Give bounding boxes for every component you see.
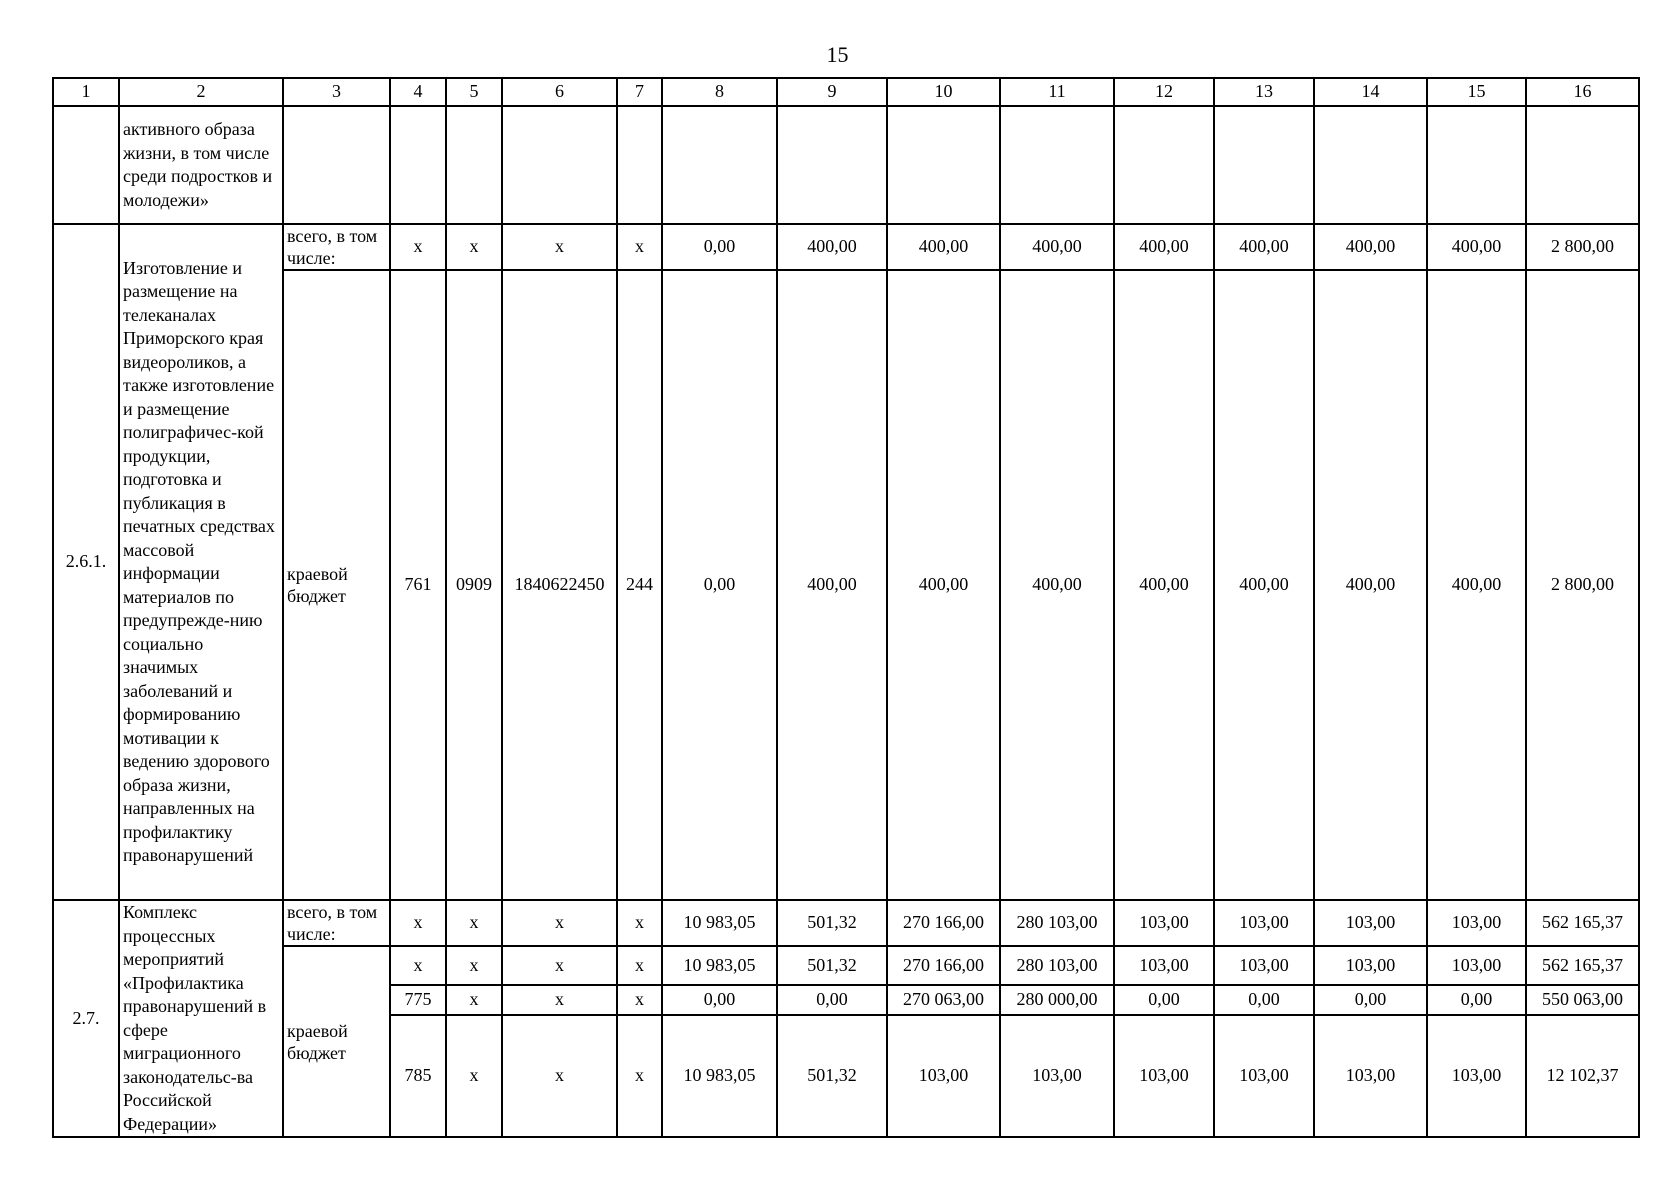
- code-cell: x: [446, 900, 502, 946]
- code-cell: x: [502, 1015, 617, 1137]
- code-cell: x: [502, 985, 617, 1015]
- column-number: 5: [446, 78, 502, 106]
- code-cell: x: [446, 946, 502, 985]
- column-number: 14: [1314, 78, 1427, 106]
- code-cell: x: [446, 985, 502, 1015]
- code-cell: x: [617, 946, 662, 985]
- value-cell: 0,00: [1314, 985, 1427, 1015]
- value-cell: 0,00: [1214, 985, 1314, 1015]
- value-cell: 0,00: [1114, 985, 1214, 1015]
- code-cell: x: [617, 1015, 662, 1137]
- value-cell: 0,00: [1427, 985, 1526, 1015]
- value-cell: 400,00: [777, 224, 887, 270]
- value-cell: 0,00: [662, 224, 777, 270]
- value-cell: 400,00: [1214, 224, 1314, 270]
- code-cell: 244: [617, 270, 662, 900]
- value-cell: 400,00: [1314, 270, 1427, 900]
- value-cell: 400,00: [1000, 224, 1114, 270]
- column-number: 15: [1427, 78, 1526, 106]
- value-cell: 501,32: [777, 1015, 887, 1137]
- column-number: 1: [53, 78, 119, 106]
- column-number: 3: [283, 78, 390, 106]
- value-cell: 400,00: [1427, 270, 1526, 900]
- value-cell: 103,00: [1214, 900, 1314, 946]
- code-cell: x: [446, 1015, 502, 1137]
- table-row: [53, 900, 1639, 946]
- value-cell: 2 800,00: [1526, 224, 1639, 270]
- total-label: всего, в том числе:: [283, 224, 390, 270]
- value-cell: 0,00: [777, 985, 887, 1015]
- value-cell: 270 166,00: [887, 946, 1000, 985]
- value-cell: 103,00: [887, 1015, 1000, 1137]
- column-number: 10: [887, 78, 1000, 106]
- value-cell: 103,00: [1114, 1015, 1214, 1137]
- activity-name: Комплекс процессных мероприятий «Профилактика правонарушений в сфере миграционного законодательс-ва Российской Федерации»: [119, 900, 283, 1137]
- value-cell: 270 063,00: [887, 985, 1000, 1015]
- value-cell: 103,00: [1314, 900, 1427, 946]
- code-cell: 0909: [446, 270, 502, 900]
- budget-label: краевой бюджет: [283, 270, 390, 900]
- code-cell: x: [617, 900, 662, 946]
- value-cell: 270 166,00: [887, 900, 1000, 946]
- column-number: 11: [1000, 78, 1114, 106]
- value-cell: 562 165,37: [1526, 946, 1639, 985]
- column-number: 6: [502, 78, 617, 106]
- value-cell: 400,00: [1000, 270, 1114, 900]
- item-code: 2.6.1.: [53, 224, 119, 900]
- value-cell: 280 000,00: [1000, 985, 1114, 1015]
- table-row: [53, 946, 1639, 985]
- value-cell: 103,00: [1114, 900, 1214, 946]
- code-cell: x: [617, 985, 662, 1015]
- table-row: [53, 224, 1639, 270]
- page-number: 15: [826, 42, 849, 67]
- column-number: 13: [1214, 78, 1314, 106]
- value-cell: 12 102,37: [1526, 1015, 1639, 1137]
- value-cell: 103,00: [1314, 1015, 1427, 1137]
- table-row: [53, 106, 1639, 224]
- value-cell: 280 103,00: [1000, 900, 1114, 946]
- code-cell: 775: [390, 985, 446, 1015]
- code-cell: x: [446, 224, 502, 270]
- value-cell: 10 983,05: [662, 900, 777, 946]
- activity-name-continuation: активного образа жизни, в том числе среди подростков и молодежи»: [119, 106, 283, 224]
- value-cell: 400,00: [777, 270, 887, 900]
- code-cell: x: [390, 224, 446, 270]
- total-label: всего, в том числе:: [283, 900, 390, 946]
- budget-label: краевой бюджет: [283, 946, 390, 1137]
- value-cell: 103,00: [1000, 1015, 1114, 1137]
- value-cell: 400,00: [1427, 224, 1526, 270]
- value-cell: 103,00: [1427, 946, 1526, 985]
- value-cell: 103,00: [1214, 946, 1314, 985]
- value-cell: 10 983,05: [662, 946, 777, 985]
- code-cell: x: [502, 900, 617, 946]
- column-number-row: [53, 78, 1639, 106]
- code-cell: x: [502, 224, 617, 270]
- code-cell: 785: [390, 1015, 446, 1137]
- code-cell: x: [502, 946, 617, 985]
- value-cell: 400,00: [1314, 224, 1427, 270]
- column-number: 4: [390, 78, 446, 106]
- column-number: 2: [119, 78, 283, 106]
- column-number: 16: [1526, 78, 1639, 106]
- value-cell: 280 103,00: [1000, 946, 1114, 985]
- item-code: 2.7.: [53, 900, 119, 1137]
- value-cell: 103,00: [1314, 946, 1427, 985]
- code-cell: 761: [390, 270, 446, 900]
- value-cell: 10 983,05: [662, 1015, 777, 1137]
- budget-table: [52, 77, 1640, 1138]
- value-cell: 501,32: [777, 900, 887, 946]
- activity-name: Изготовление и размещение на телеканалах Приморского края видеороликов, а также изготовление и размещение полиграфичес-кой продукции, подготовка и публикация в печатных средствах массовой информации материалов по предупрежде-нию социально значимых заболеваний и формированию мотивации к ведению здорового образа жизни, направленных на профилактику правонарушений: [119, 224, 283, 900]
- column-number: 12: [1114, 78, 1214, 106]
- table-row: [53, 270, 1639, 900]
- value-cell: 400,00: [1214, 270, 1314, 900]
- code-cell: x: [390, 900, 446, 946]
- value-cell: 103,00: [1114, 946, 1214, 985]
- value-cell: 400,00: [1114, 224, 1214, 270]
- value-cell: 103,00: [1427, 900, 1526, 946]
- column-number: 7: [617, 78, 662, 106]
- column-number: 8: [662, 78, 777, 106]
- value-cell: 400,00: [887, 224, 1000, 270]
- value-cell: 400,00: [887, 270, 1000, 900]
- value-cell: 103,00: [1427, 1015, 1526, 1137]
- value-cell: 2 800,00: [1526, 270, 1639, 900]
- value-cell: 0,00: [662, 270, 777, 900]
- code-cell: 1840622450: [502, 270, 617, 900]
- code-cell: x: [390, 946, 446, 985]
- value-cell: 400,00: [1114, 270, 1214, 900]
- column-number: 9: [777, 78, 887, 106]
- value-cell: 562 165,37: [1526, 900, 1639, 946]
- value-cell: 550 063,00: [1526, 985, 1639, 1015]
- value-cell: 0,00: [662, 985, 777, 1015]
- value-cell: 103,00: [1214, 1015, 1314, 1137]
- value-cell: 501,32: [777, 946, 887, 985]
- code-cell: x: [617, 224, 662, 270]
